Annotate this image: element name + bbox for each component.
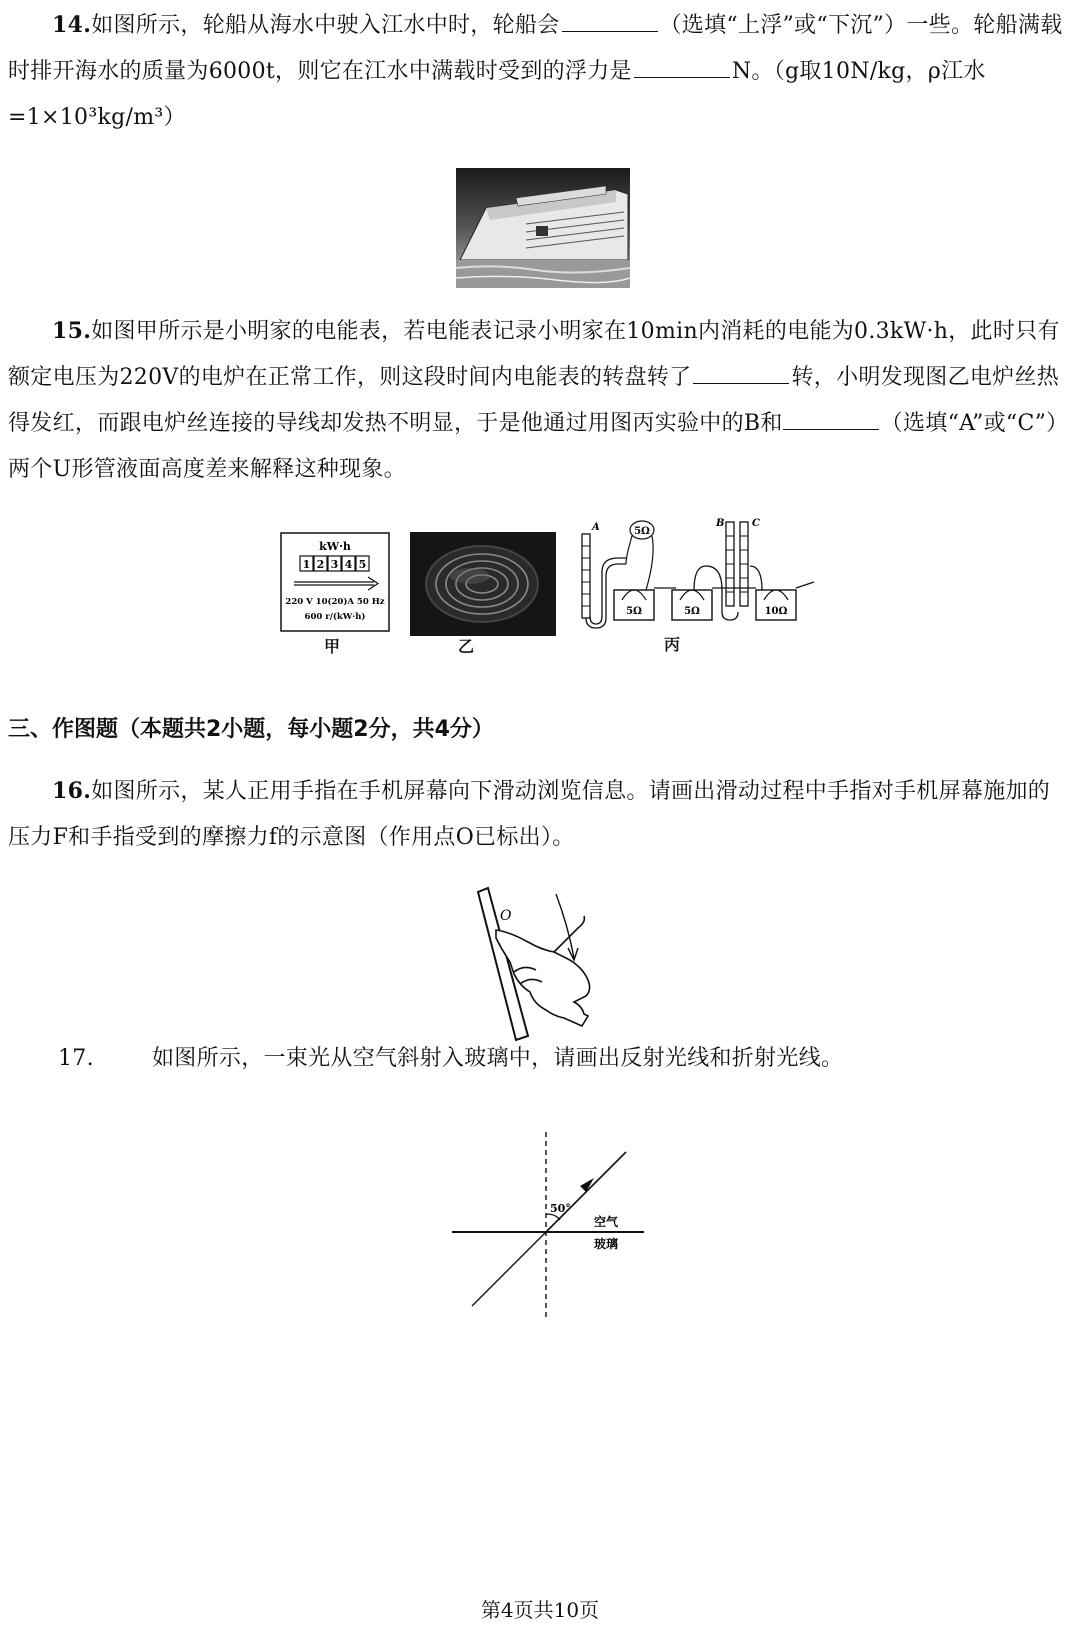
question-number: 14. [52, 12, 92, 38]
light-refraction-diagram [448, 1128, 644, 1322]
question-15 [8, 308, 1064, 493]
question-text: （选填“A”或“C”）两个U形管液面高度差来解释这种现象。 [8, 411, 1058, 482]
finger-phone-figure [470, 886, 610, 1050]
glass-label: 玻璃 [594, 1237, 619, 1251]
question-text: 如图所示，某人正用手指在手机屏幕向下滑动浏览信息。请画出滑动过程中手指对手机屏幕施加的压力F和手指受到的摩擦力f的示意图（作用点O已标出）。 [8, 779, 1051, 850]
meter-digit: 5 [358, 558, 367, 571]
question-text: 转，小明发现图乙电炉丝热得发红，而跟电炉丝连接的导线却发热不明显，于是他通过用图丙实验中的B和 [8, 365, 1060, 436]
answer-blank [693, 363, 789, 384]
question-16 [8, 768, 1064, 861]
meter-unit: kW·h [319, 540, 351, 553]
resistor-label: 5Ω [626, 606, 642, 617]
ship-figure [456, 168, 630, 292]
resistor-label: 5Ω [634, 526, 650, 537]
question-text: （选填“上浮”或“下沉”）一些。轮船满载时排开海水的质量为6000t，则它在江水中满载时受到的浮力是 [8, 13, 1063, 84]
caption-yi: 乙 [458, 637, 475, 656]
meter-spec: 220 V 10(20)A 50 Hz [285, 597, 385, 607]
question-number: 17. [58, 1046, 94, 1071]
ship-photo [456, 168, 630, 288]
meter-digit: 2 [316, 558, 325, 571]
meter-digit: 1 [302, 558, 311, 571]
question-text: N。（g取10N/kg，ρ江水=1×10³kg/m³） [8, 59, 986, 130]
resistor-label: 10Ω [764, 606, 788, 617]
u-tube-experiment-figure [576, 516, 816, 654]
ray-extension [472, 1232, 546, 1306]
answer-blank [634, 57, 730, 78]
section-heading: 三、作图题（本题共2小题，每小题2分，共4分） [8, 717, 494, 742]
point-o-label: O [500, 908, 512, 924]
question-14 [8, 2, 1064, 141]
refraction-figure [448, 1128, 644, 1326]
resistor-label: 5Ω [684, 606, 700, 617]
meter-digit: 4 [344, 558, 353, 571]
question-text: 如图所示，一束光从空气斜射入玻璃中，请画出反射光线和折射光线。 [152, 1046, 844, 1071]
question-17 [8, 1036, 1064, 1082]
meter-rev: 600 r/(kW·h) [304, 612, 366, 622]
angle-label: 50° [550, 1202, 571, 1215]
page-footer: 第4页共10页 [480, 1598, 600, 1622]
air-label: 空气 [594, 1215, 619, 1229]
electricity-meter-figure [280, 532, 390, 656]
answer-blank [783, 409, 879, 430]
question-number: 15. [52, 318, 92, 344]
caption-jia: 甲 [324, 637, 341, 656]
tube-label-b: B [716, 518, 725, 529]
answer-blank [562, 11, 658, 32]
stove-figure [410, 532, 556, 656]
electricity-meter [280, 532, 390, 632]
meter-digit: 3 [330, 558, 339, 571]
finger-on-phone-drawing [470, 886, 610, 1046]
tube-label-a: A [592, 522, 600, 533]
question-text: 如图甲所示是小明家的电能表，若电能表记录小明家在10min内消耗的电能为0.3kW·h，此时只有额定电压为220V的电炉在正常工作，则这段时间内电能表的转盘转了 [8, 319, 1060, 390]
meter-digits [300, 556, 369, 571]
electric-stove-photo [410, 532, 556, 636]
tube-label-c: C [752, 518, 760, 529]
question-number: 16. [52, 778, 92, 804]
caption-bing: 丙 [664, 635, 681, 654]
question-text: 如图所示，轮船从海水中驶入江水中时，轮船会 [91, 13, 560, 38]
u-tube-circuit [576, 516, 816, 634]
